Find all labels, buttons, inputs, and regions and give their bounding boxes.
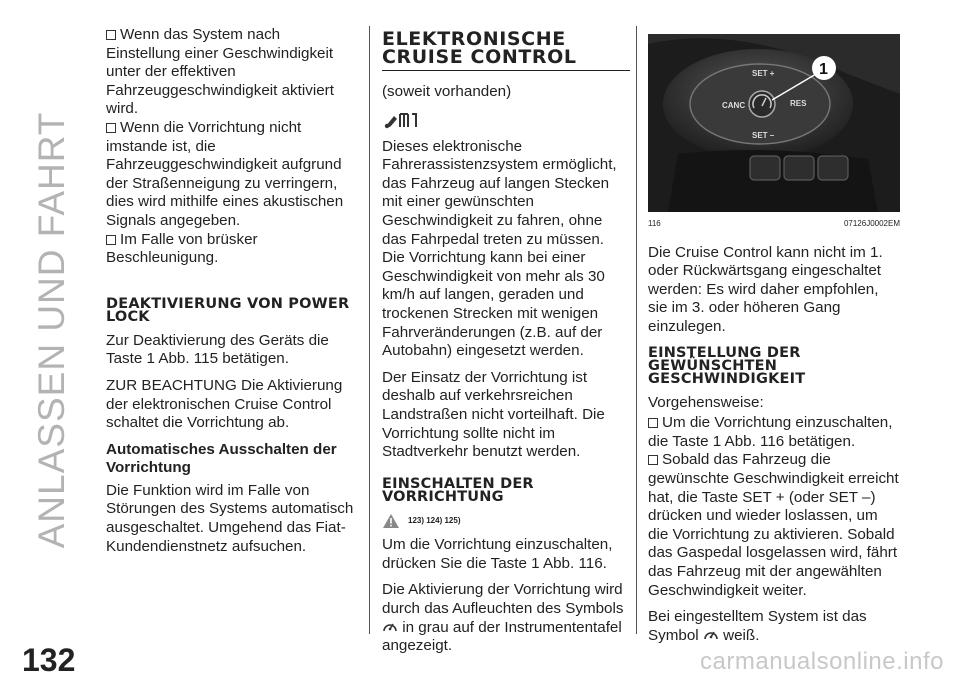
list-item: Sobald das Fahrzeug die gewünschte Geschwindigkeit erreicht hat, die Taste SET + (oder SET –) drücken und wieder loslassen, um die Vorrichtung zu aktivieren. Sobald das Gaspedal losgelassen wird, fährt das Fahrzeug mit der angewählten Geschwindigkeit weiter. bbox=[648, 451, 899, 599]
checkbox-bullet-icon bbox=[648, 455, 658, 465]
steering-wheel-figure bbox=[648, 34, 900, 212]
speedometer-icon bbox=[703, 628, 719, 642]
column-right bbox=[648, 26, 900, 653]
paragraph: Der Einsatz der Vorrichtung ist deshalb auf verkehrsreichen Landstraßen nicht vorteilhaft. Die Vorrichtung sollte nicht im Stadtverkehr benutzt werden. bbox=[382, 368, 605, 461]
paragraph: Die Aktivierung der Vorrichtung wird durch das Aufleuchten des Symbols in grau auf der Instrumententafel angezeigt. bbox=[382, 581, 624, 655]
watermark: carmanualsonline.info bbox=[700, 648, 944, 675]
figure-number: 116 bbox=[648, 219, 661, 228]
list-item: Im Falle von brüsker Beschleunigung. bbox=[106, 230, 258, 267]
list-item: Wenn das System nach Einstellung einer Geschwindigkeit unter der effektiven Fahrzeuggeschwindigkeit aktiviert wird. bbox=[106, 26, 334, 118]
paragraph: ZUR BEACHTUNG Die Aktivierung der elektronischen Cruise Control schaltet die Vorrichtung ab. bbox=[106, 376, 343, 432]
column-left bbox=[106, 26, 356, 564]
paragraph: Die Funktion wird im Falle von Störungen des Systems automatisch ausgeschaltet. Umgehend das Fiat-Kundendienstnetz aufsuchen. bbox=[106, 481, 354, 555]
optional-equipment-icon bbox=[382, 110, 630, 132]
res-label: RES bbox=[790, 99, 807, 108]
column-divider bbox=[369, 26, 370, 634]
paragraph: Vorgehensweise: bbox=[648, 393, 764, 411]
page-number: 132 bbox=[22, 642, 76, 678]
figure-code: 07126J0002EM bbox=[843, 219, 900, 228]
subtitle: (soweit vorhanden) bbox=[382, 83, 512, 100]
bold-subheading: Automatisches Ausschalten der Vorrichtung bbox=[106, 440, 337, 477]
canc-label: CANC bbox=[722, 101, 746, 110]
checkbox-bullet-icon bbox=[106, 123, 116, 133]
paragraph: Bei eingestelltem System ist das Symbol weiß. bbox=[648, 608, 867, 644]
heading-activation: EINSCHALTEN DER VORRICHTUNG bbox=[382, 475, 534, 505]
list-item: Um die Vorrichtung einzuschalten, die Taste 1 Abb. 116 betätigen. bbox=[648, 414, 893, 450]
paragraph: Zur Deaktivierung des Geräts die Taste 1 Abb. 115 betätigen. bbox=[106, 331, 329, 368]
list-item: Wenn die Vorrichtung nicht imstande ist, die Fahrzeuggeschwindigkeit aufgrund der Straßenneigung zu verringern, dies wird mithilfe eines akustischen Signals angegeben. bbox=[106, 118, 344, 229]
callout-number: 1 bbox=[819, 61, 828, 78]
section-sidebar-title: ANLASSEN UND FAHRT bbox=[31, 111, 72, 549]
set-plus-label: SET + bbox=[752, 69, 775, 78]
column-middle bbox=[382, 26, 630, 664]
paragraph: Dieses elektronische Fahrerassistenzsystem ermöglicht, das Fahrzeug auf langen Stecken mit einer gewünschten Geschwindigkeit zu fahren, ohne das Fahrpedal treten zu müssen. Die Vorrichtung kann bei einer Geschwindigkeit von mehr als 30 km/h auf langen, geraden und trockenen Strecken mit wenigen Fahrveränderungen (z.B. auf der Autobahn) eingesetzt werden. bbox=[382, 137, 617, 360]
column-divider bbox=[636, 26, 637, 634]
figure-caption bbox=[648, 215, 900, 234]
heading-power-lock-off: DEAKTIVIERUNG VON POWER LOCK bbox=[106, 295, 350, 325]
checkbox-bullet-icon bbox=[106, 30, 116, 40]
section-title: ELEKTRONISCHE CRUISE CONTROL bbox=[382, 28, 577, 68]
warning-reference: 123) 124) 125) bbox=[382, 512, 630, 531]
title-underline bbox=[382, 70, 630, 71]
paragraph: Um die Vorrichtung einzuschalten, drücken Sie die Taste 1 Abb. 116. bbox=[382, 536, 613, 572]
paragraph: Die Cruise Control kann nicht im 1. oder Rückwärtsgang eingeschaltet werden: Es wird daher empfohlen, sie im 3. oder höheren Gang einzulegen. bbox=[648, 243, 883, 335]
heading-set-speed: EINSTELLUNG DER GEWÜNSCHTEN GESCHWINDIGKEIT bbox=[648, 344, 806, 387]
warning-triangle-icon bbox=[382, 513, 400, 529]
checkbox-bullet-icon bbox=[648, 418, 658, 428]
speedometer-icon bbox=[382, 620, 398, 634]
set-minus-label: SET – bbox=[752, 131, 775, 140]
checkbox-bullet-icon bbox=[106, 235, 116, 245]
